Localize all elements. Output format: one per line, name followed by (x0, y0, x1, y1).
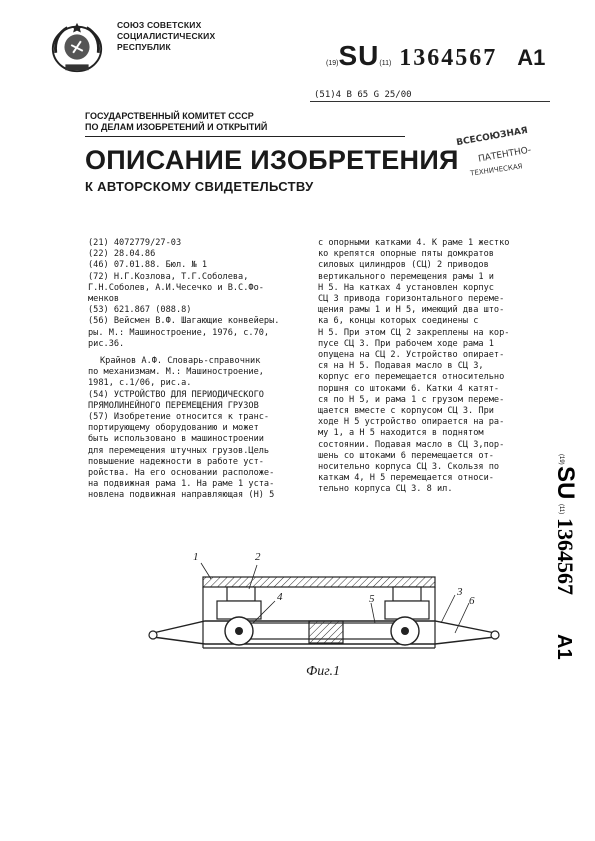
vertical-kind: A1 (553, 634, 575, 660)
figure-label: 4 (277, 591, 283, 603)
left-column (88, 238, 313, 502)
abstract-line: Н 5. На катках 4 установлен корпус (318, 282, 494, 293)
figure-label: 2 (255, 551, 261, 563)
right-column (318, 238, 548, 496)
abstract-line: новлена подвижная направляющая (Н) 5 (88, 490, 275, 501)
abstract-line: портирующему оборудованию и может (88, 423, 259, 434)
invention-title-line: (54) УСТРОЙСТВО ДЛЯ ПЕРИОДИЧЕСКОГО (88, 389, 264, 400)
library-stamp (430, 124, 532, 190)
abstract-line: ходе Н 5 устройство опирается на ра- (318, 417, 505, 428)
abstract-line: опущена на СЦ 2. Устройство опирает- (318, 350, 505, 361)
abstract-line: с опорными катками 4. К раме 1 жестко (318, 238, 510, 248)
vertical-number: 1364567 (553, 518, 578, 595)
ussr-line: СОЮЗ СОВЕТСКИХ (117, 20, 202, 30)
abstract-line: СЦ 3 привода горизонтального переме- (318, 294, 505, 305)
abstract-line: поршня со штоками 6. Катки 4 катят- (318, 383, 500, 394)
vertical-code-19: (19) (558, 454, 564, 465)
ussr-emblem-icon (48, 18, 106, 76)
biblio-line: менков (88, 294, 120, 305)
biblio-line: рис.36. (88, 338, 125, 349)
abstract-line: носительно корпуса СЦ 3. Скользя по (318, 462, 500, 473)
abstract-line: корпус его перемещается относительно (318, 372, 505, 383)
divider (310, 101, 550, 102)
patent-number: 1364567 (399, 45, 498, 71)
abstract-line: Н 5. При этом СЦ 2 закреплены на кор- (318, 327, 510, 338)
ipc-class: (51)4 В 65 G 25/00 (314, 90, 412, 100)
abstract-line: на подвижная рама 1. На раме 1 уста- (88, 479, 275, 490)
committee-line: ПО ДЕЛАМ ИЗОБРЕТЕНИЙ И ОТКРЫТИЙ (85, 122, 268, 132)
abstract-line: ко крепятся опорные пяты домкратов (318, 249, 494, 260)
ussr-header (117, 20, 215, 53)
abstract-line: (57) Изобретение относится к транс- (88, 412, 270, 423)
figure-label: 6 (469, 595, 475, 607)
country-code: SU (338, 40, 380, 71)
committee-line: ГОСУДАРСТВЕННЫЙ КОМИТЕТ СССР (85, 111, 254, 121)
abstract-line: каткам 4, Н 5 перемещается относи- (318, 473, 494, 484)
figure-label: 3 (457, 586, 463, 598)
abstract-line: ся по Н 5, и рама 1 с грузом переме- (318, 394, 505, 405)
biblio-line: (56) Вейсмен В.Ф. Шагающие конвейеры. (88, 316, 280, 327)
page-title: ОПИСАНИЕ ИЗОБРЕТЕНИЯ (85, 145, 459, 175)
abstract-line: пусе СЦ 3. При рабочем ходе рама 1 (318, 338, 494, 349)
biblio-line: (53) 621.867 (088.8) (88, 305, 192, 316)
reference-line: 1981, с.1/06, рис.а. (88, 378, 192, 389)
abstract-line: состоянии. Подавая масло в СЦ 3,пор- (318, 439, 505, 450)
biblio-line: (22) 28.04.86 (88, 249, 156, 260)
biblio-line: ры. М.: Машиностроение, 1976, с.70, (88, 327, 270, 338)
abstract-line: щения рамы 1 и Н 5, имеющий два што- (318, 305, 505, 316)
invention-title-line: ПРЯМОЛИНЕЙНОГО ПЕРЕМЕЩЕНИЯ ГРУЗОВ (88, 400, 259, 411)
ussr-line: РЕСПУБЛИК (117, 42, 171, 52)
reference-line: по механизмам. М.: Машиностроение, (88, 367, 264, 378)
abstract-line: вертикального перемещения рамы 1 и (318, 271, 494, 282)
committee (85, 111, 267, 133)
abstract-line: силовых цилиндров (СЦ) 2 приводов (318, 260, 489, 271)
figure-label: 5 (369, 593, 375, 605)
kind-code: A1 (517, 45, 546, 70)
figure-caption: Фиг.1 (306, 664, 341, 679)
biblio-line: (72) Н.Г.Козлова, Т.Г.Соболева, (88, 271, 249, 282)
document-number (326, 40, 545, 72)
biblio-line: (46) 07.01.88. Бюл. № 1 (88, 260, 207, 271)
biblio-line: Г.Н.Соболев, А.И.Чесечко и В.С.Фо- (88, 282, 264, 293)
vertical-code-11: (11) (558, 504, 564, 515)
divider (85, 136, 405, 137)
abstract-line: повышение надежности в работе уст- (88, 456, 264, 467)
stamp-line: ТЕХНИЧЕСКАЯ (469, 162, 524, 178)
figure-labels (145, 553, 510, 668)
reference-line: Крайнов А.Ф. Словарь-справочник (100, 356, 261, 367)
stamp-line: ПАТЕНТНО- (477, 145, 532, 165)
abstract-line: ройства. На его основании расположе- (88, 468, 275, 479)
abstract-line: шень со штоками 6 перемещается от- (318, 450, 494, 461)
page-subtitle: К АВТОРСКОМУ СВИДЕТЕЛЬСТВУ (85, 179, 314, 194)
ussr-line: СОЦИАЛИСТИЧЕСКИХ (117, 31, 216, 41)
abstract-line: ка 6, концы которых соединены с (318, 316, 479, 327)
abstract-line: тельно корпуса СЦ 3. 8 ил. (318, 484, 453, 495)
abstract-line: щается вместе с корпусом СЦ 3. При (318, 406, 494, 417)
biblio-line: (21) 4072779/27-03 (88, 238, 182, 248)
stamp-line: ВСЕСОЮЗНАЯ (455, 125, 529, 149)
abstract-line: му 1, а Н 5 находится в поднятом (318, 428, 484, 439)
code-19: (19) (326, 60, 339, 67)
vertical-country: SU (552, 466, 579, 500)
code-11: (11) (379, 60, 392, 67)
abstract-line: для перемещения штучных грузов.Цель (88, 445, 270, 456)
figure-label: 1 (193, 551, 199, 563)
vertical-patent-id (548, 448, 588, 668)
abstract-line: быть использовано в машиностроении (88, 434, 264, 445)
abstract-line: ся на Н 5. Подавая масло в СЦ 3, (318, 361, 484, 372)
